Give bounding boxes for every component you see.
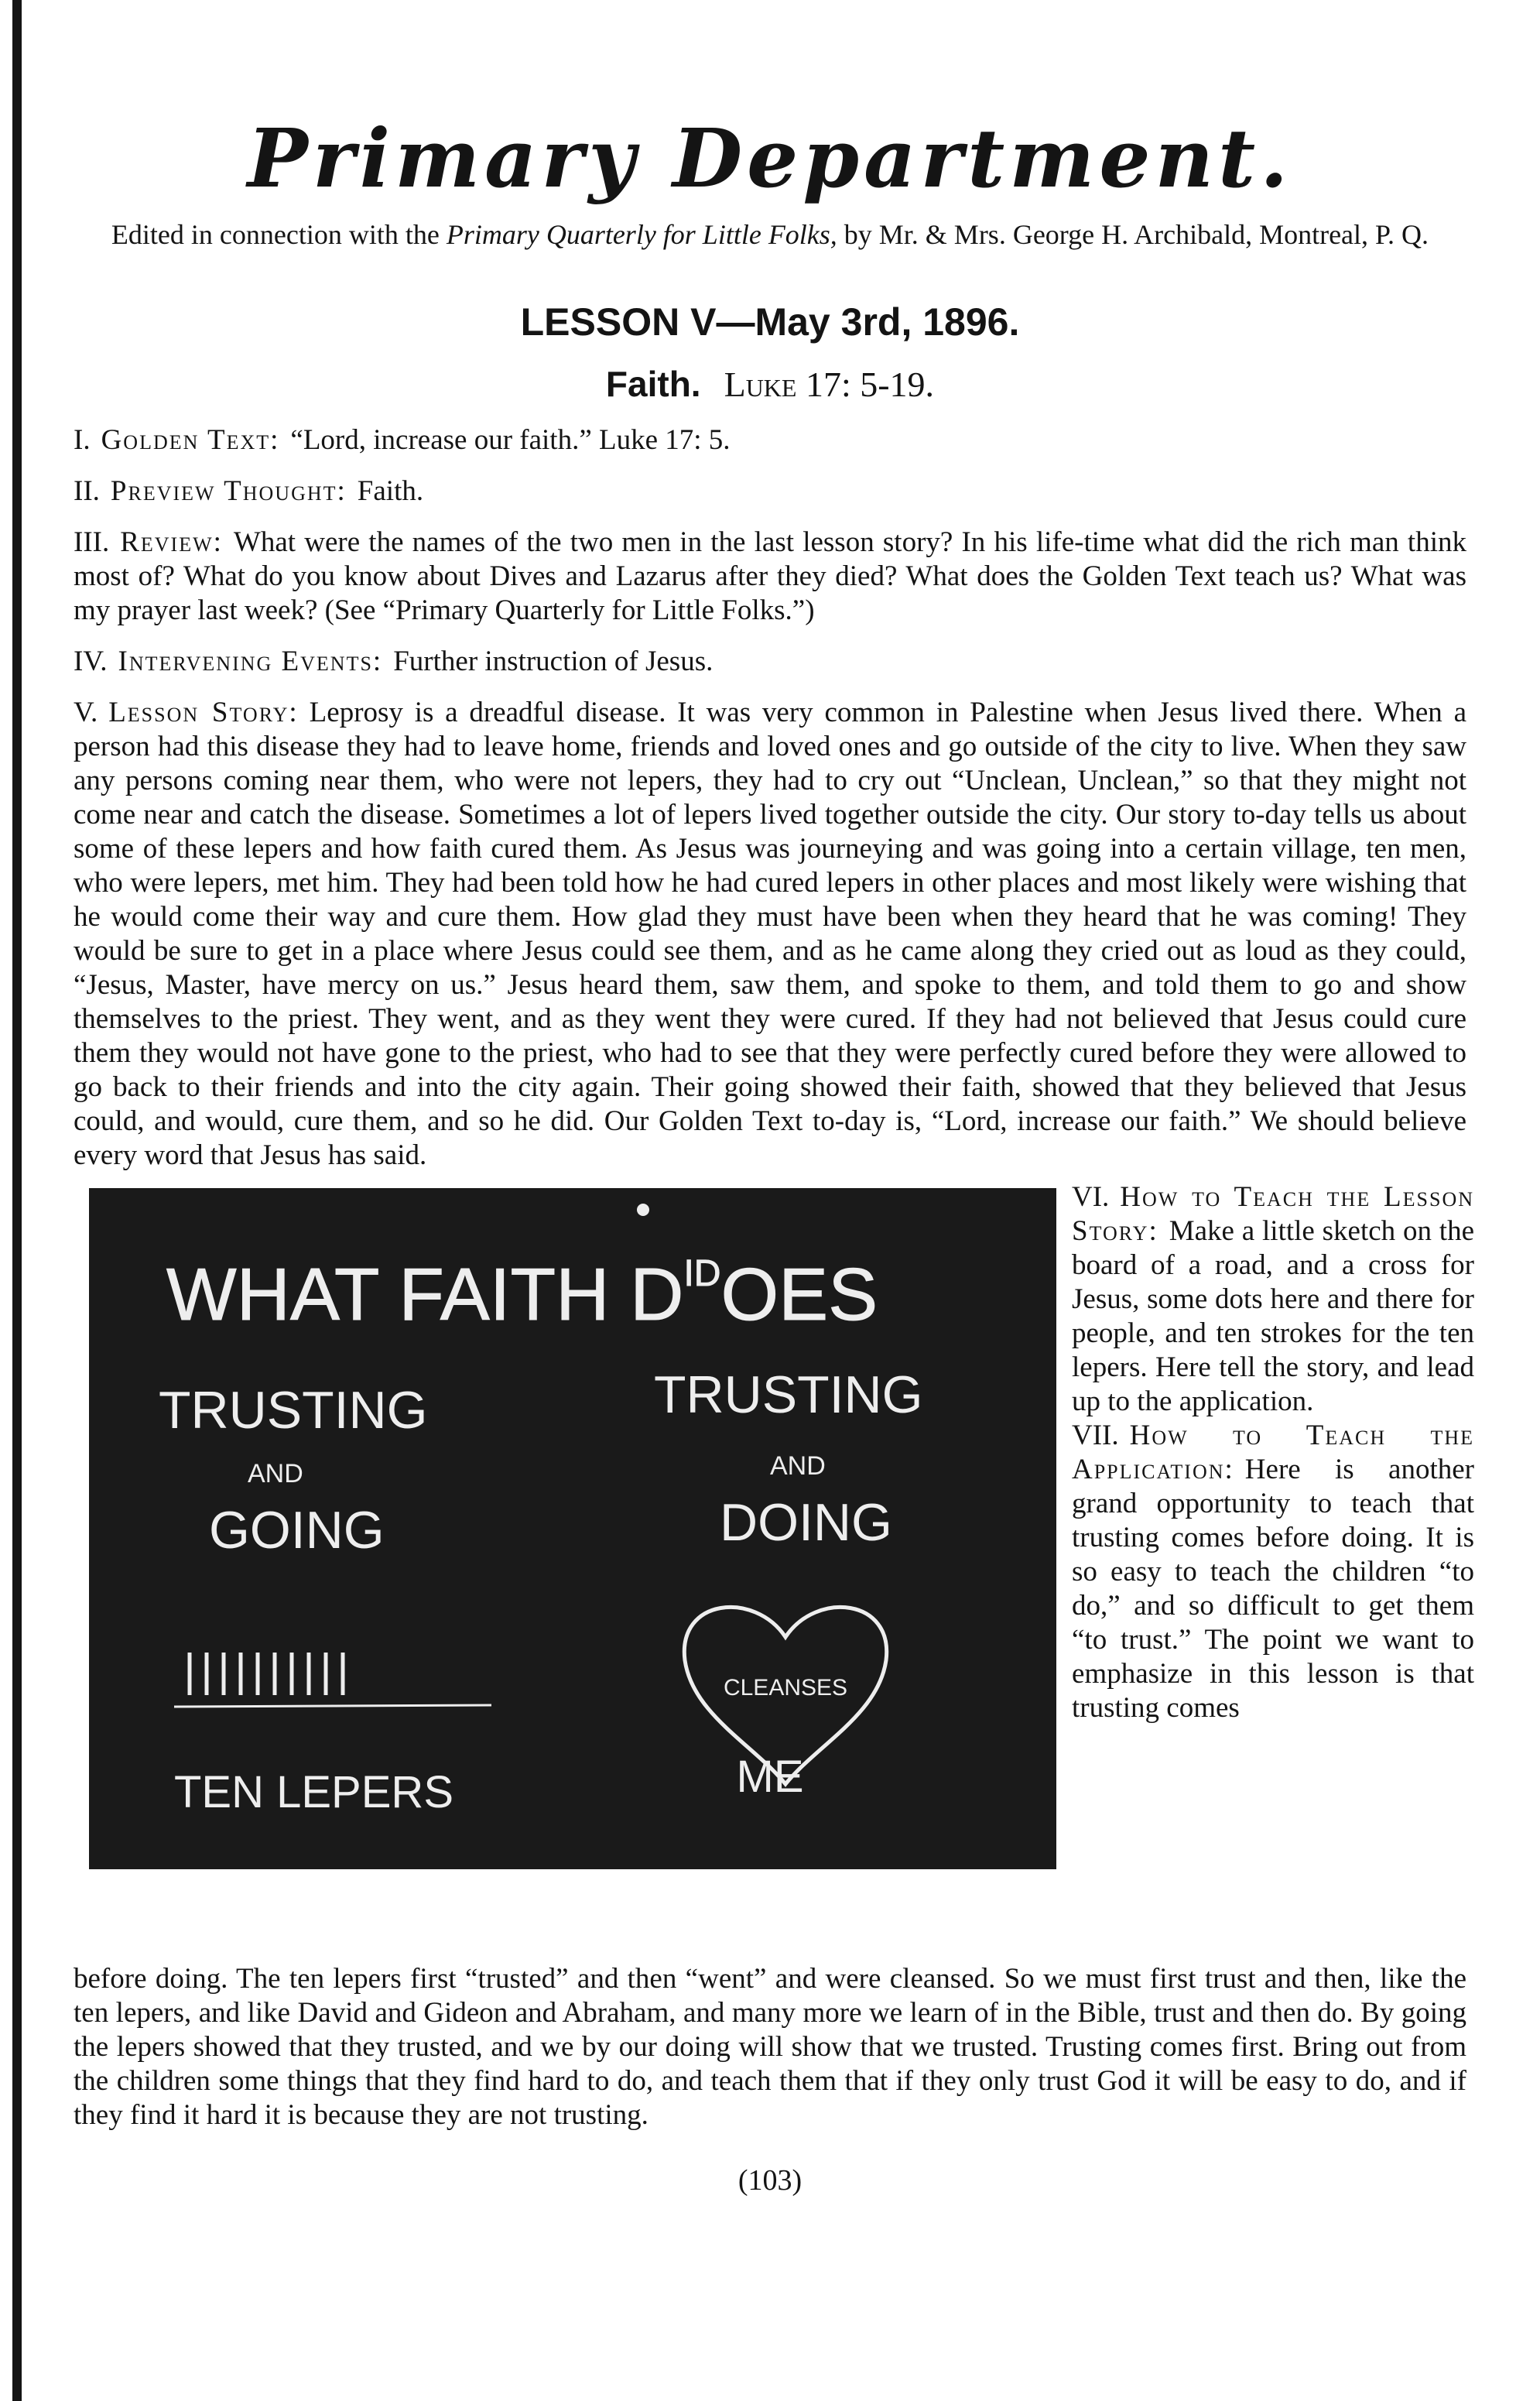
side-column xyxy=(1072,1180,1474,1725)
how-to-teach-story: VI. How to Teach the Lesson Story: Make a little sketch on the board of a road, and a cross for Jesus, some dots here and there for people, and ten strokes for the ten lepers. Here tell the story, and lead up to the application. xyxy=(1072,1181,1474,1417)
subject-word: Faith. xyxy=(605,364,701,404)
lesson-story: V. Lesson Story: Leprosy is a dreadful disease. It was very common in Palestine when Jesus lived there. When a person had this disease they had to leave home, friends and loved ones and go outside of the city to live. When they saw any persons coming near them, who were not lepers, they had to cry out “Unclean, Unclean,” so that they might not come near and catch the disease. Sometimes a lot of lepers lived together outside the city. Our story to-day tells us about some of these lepers and how faith cured them. As Jesus was journeying and was going into a certain village, ten men, who were lepers, met him. They had been told how he had cured lepers in other places and most likely were wishing that he would come their way and cure them. How glad they must have been when they heard that he was coming! They would be sure to get in a place where Jesus could see them, and as he came along they cried out as loud as they could, “Jesus, Master, have mercy on us.” Jesus heard them, saw them, and spoke to them, and told them to go and show themselves to the priest. They went, and as they went they were cured. If they had not believed that Jesus could cure them they would not have gone to the priest, who had to see that they were perfectly cured before they were allowed to go back to their friends and into the city again. Their going showed their faith, showed that they believed that Jesus could, and would, cure them, and so he did. Our Golden Text to-day is, “Lord, increase our faith.” We should believe every word that Jesus has said. xyxy=(74,697,1467,1171)
golden-text: I. Golden Text: “Lord, increase our faith.” Luke 17: 5. xyxy=(74,424,731,456)
right-and: AND xyxy=(770,1451,826,1481)
edited-note: Edited in connection with the Primary Quarterly for Little Folks, by Mr. & Mrs. George H. Archibald, Montreal, P. Q. xyxy=(111,219,1429,250)
scripture-reference: Luke 17: 5-19. xyxy=(724,365,935,404)
left-trusting: TRUSTING xyxy=(159,1381,428,1440)
blackboard-drawing xyxy=(89,1188,1056,1869)
cross-mark xyxy=(637,1204,649,1216)
heart-cleanses: CLEANSES xyxy=(723,1675,848,1701)
department-title: Primary Department. xyxy=(247,111,1293,206)
right-doing: DOING xyxy=(720,1493,892,1552)
lesson-heading: LESSON V—May 3rd, 1896. xyxy=(520,300,1020,344)
review: III. Review: What were the names of the two men in the last lesson story? In his life-time what did the rich man think most of? What do you know about Dives and Lazarus after they died? What does the Golden Text teach us? What was my prayer last week? (See “Primary Quarterly for Little Folks.”) xyxy=(74,526,1466,626)
left-and: AND xyxy=(248,1459,303,1488)
blackboard-illustration xyxy=(89,1188,1056,1869)
left-margin-rule xyxy=(12,0,22,2401)
page xyxy=(74,108,1474,2197)
intervening-events: IV. Intervening Events: Further instruction of Jesus. xyxy=(74,646,714,677)
ten-lepers-caption: TEN LEPERS xyxy=(174,1767,453,1817)
me-caption: ME xyxy=(736,1752,804,1802)
board-title: WHAT FAITH $D^{ID}OES$ xyxy=(166,1253,878,1336)
right-trusting: TRUSTING xyxy=(654,1365,923,1424)
how-to-teach-application: VII. How to Teach the Application: Here is another grand opportunity to teach that trusting comes before doing. It is so easy to teach the children “to do,” and so difficult to get them “to trust.” The point we want to emphasize in this lesson is that trusting comes xyxy=(1072,1420,1474,1724)
application-continuation: before doing. The ten lepers first “trusted” and then “went” and were cleansed. So we must first trust and then, like the ten lepers, and like David and Gideon and Abraham, and many more we learn of in the Bible, trust and then do. By going the lepers showed that they trusted, and we by our doing will show that we trusted. Trusting comes first. Bring out from the children some things that they find hard to do, and teach them that if they only trust God it will be easy to do, and if they find it hard it is because they are not trusting. xyxy=(74,1963,1466,2131)
left-going: GOING xyxy=(209,1501,385,1560)
page-number: (103) xyxy=(737,2164,803,2197)
blackboard-section xyxy=(74,1181,1474,1962)
lesson-subject xyxy=(74,362,1466,406)
preview-thought: II. Preview Thought: Faith. xyxy=(74,475,424,507)
